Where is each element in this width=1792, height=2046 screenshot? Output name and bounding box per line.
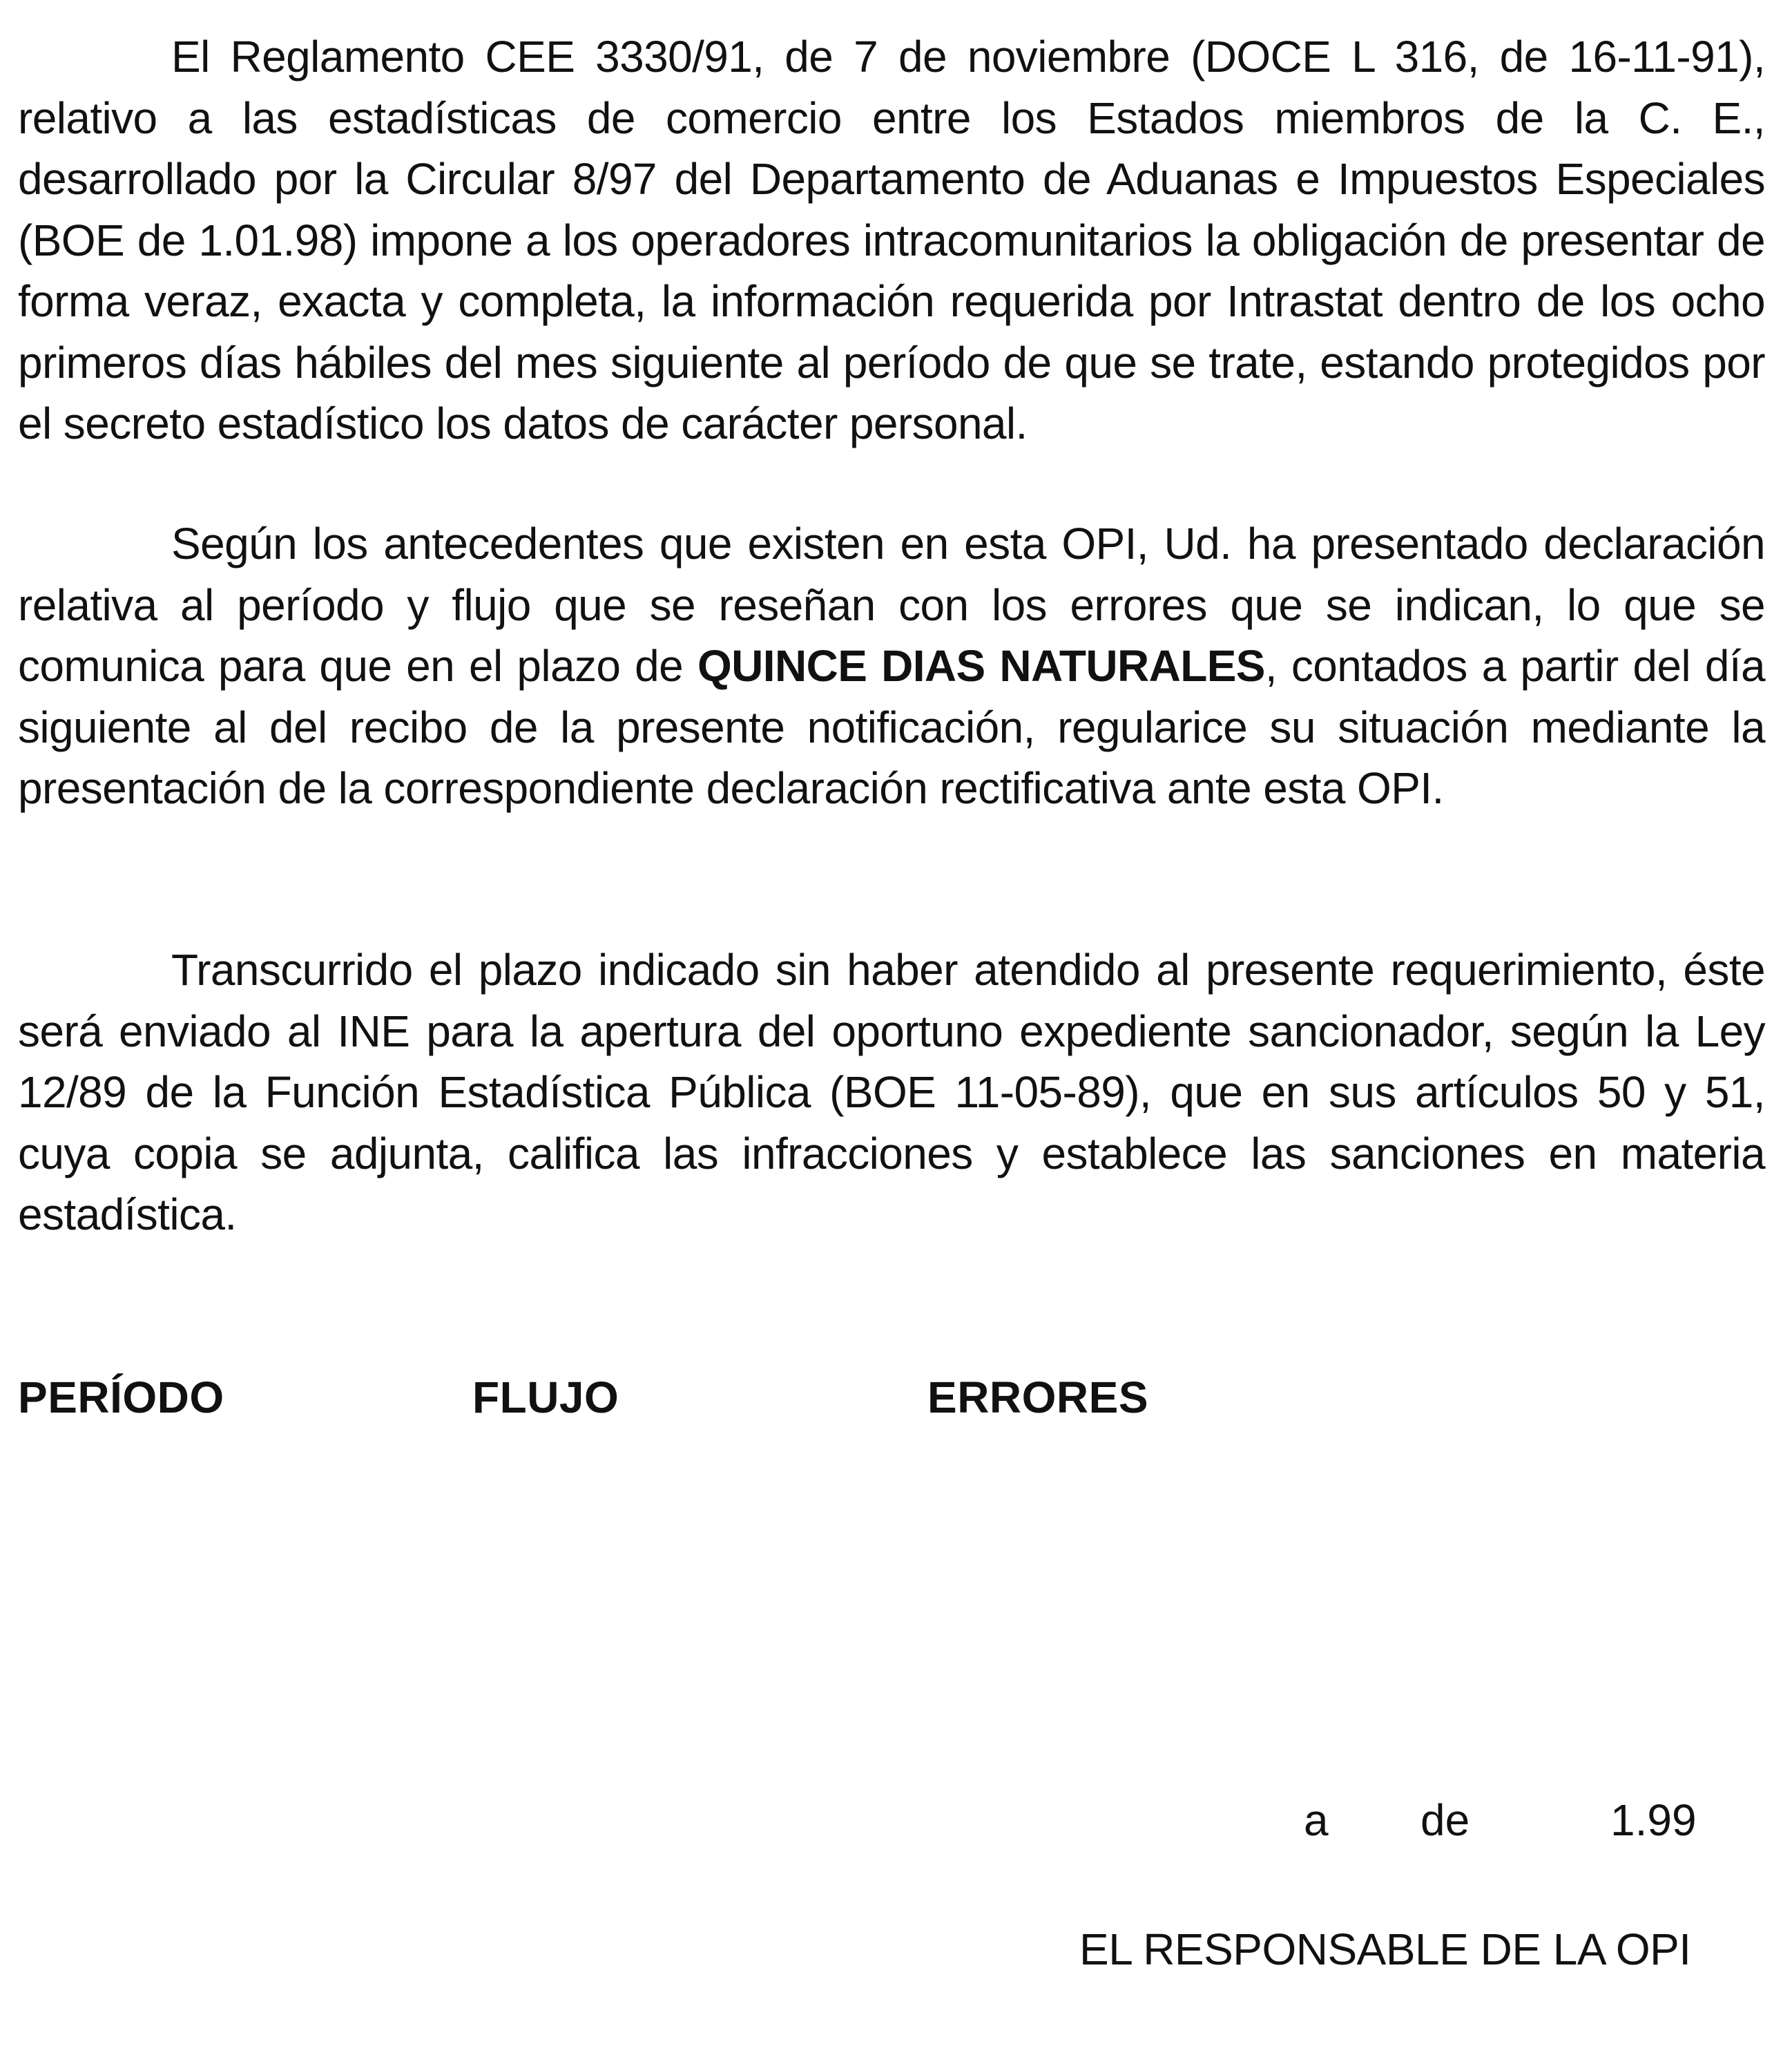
paragraph-notification-text-end: , contados a partir del día siguiente al del recibo de la presente notificación, regularice su situación mediante la presentación de la correspondiente declaración rectificativa ante esta OPI. [18,641,1765,813]
paragraph-regulation: El Reglamento CEE 3330/91, de 7 de noviembre (DOCE L 316, de 16-11-91), relativo a las estadísticas de comercio entre los Estados miembros de la C. E., desarrollado por la Circular 8/97 del Departamento de Aduanas e Impuestos Especiales (BOE de 1.01.98) impone a los operadores intracomunitarios la obligación de presentar de forma veraz, exacta y completa, la información requerida por Intrastat dentro de los ocho primeros días hábiles del mes siguiente al período de que se trate, estando protegidos por el secreto estadístico los datos de carácter personal. [18,32,1765,448]
header-periodo: PERÍODO [18,1373,224,1422]
paragraph-notification-text-start: Según los antecedentes que existen en esta OPI, Ud. ha presentado declaración relativa al período y flujo que se reseñan con los errores que se indican, lo que se comunica para que en el plazo de [18,519,1765,691]
signature-line: EL RESPONSABLE DE LA OPI [1079,1924,1691,1974]
deadline-emphasis: QUINCE DIAS NATURALES [697,641,1265,691]
date-year: 1.99 [1610,1795,1697,1845]
header-flujo: FLUJO [472,1373,619,1422]
date-a: a [1304,1795,1329,1845]
date-de: de [1420,1795,1470,1845]
header-errores: ERRORES [927,1373,1148,1422]
paragraph-notification [18,513,1765,819]
paragraph-sanctions: Transcurrido el plazo indicado sin haber atendido al presente requerimiento, éste será enviado al INE para la apertura del oportuno expediente sancionador, según la Ley 12/89 de la Función Estadística Pública (BOE 11-05-89), que en sus artículos 50 y 51, cuya copia se adjunta, califica las infracciones y establece las sanciones en materia estadística. [18,945,1765,1239]
